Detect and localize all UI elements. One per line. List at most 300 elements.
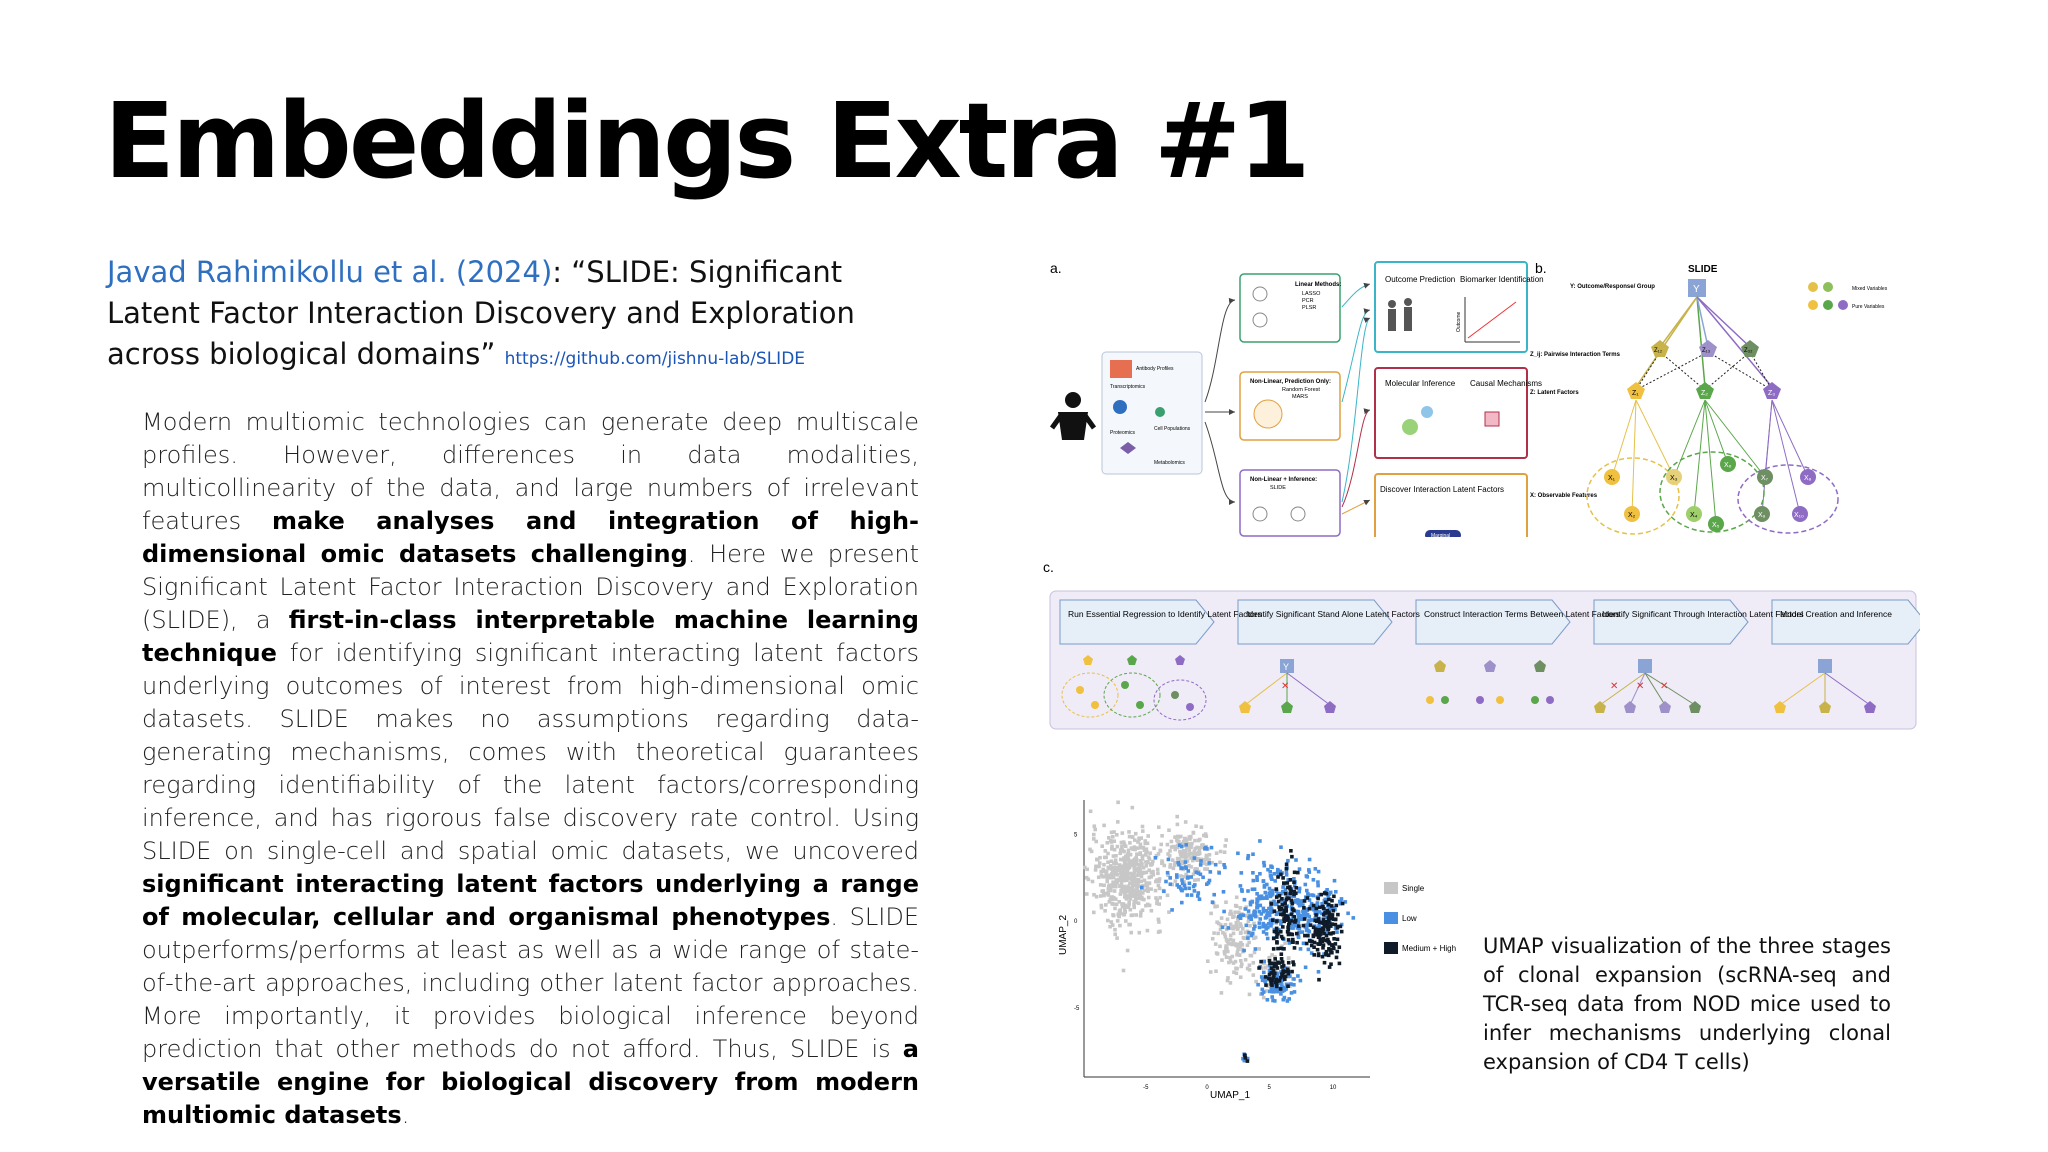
scatter-point — [1256, 983, 1260, 987]
scatter-point — [1097, 865, 1101, 869]
scatter-point — [1156, 868, 1160, 872]
scatter-point — [1234, 942, 1238, 946]
scatter-point — [1100, 904, 1104, 908]
scatter-point — [1180, 866, 1184, 870]
step-label: Identify Significant Through Interaction Latent Factors — [1602, 609, 1804, 619]
arrow — [1205, 422, 1235, 502]
scatter-point — [1147, 896, 1151, 900]
scatter-point — [1092, 911, 1096, 915]
scatter-point — [1107, 884, 1111, 888]
scatter-point — [1113, 933, 1117, 937]
scatter-point — [1125, 887, 1129, 891]
scatter-point — [1235, 953, 1239, 957]
scatter-point — [1317, 870, 1321, 874]
cell-icon — [1155, 407, 1165, 417]
arrow — [1342, 410, 1370, 507]
scatter-point — [1285, 873, 1289, 877]
scatter-point — [1250, 954, 1254, 958]
scatter-point — [1094, 865, 1098, 869]
scatter-point — [1248, 993, 1252, 997]
scatter-point — [1226, 979, 1230, 983]
scatter-point — [1252, 927, 1256, 931]
scatter-point — [1284, 892, 1288, 896]
arrow — [1342, 284, 1370, 307]
scatter-point — [1262, 925, 1266, 929]
scatter-point — [1243, 937, 1247, 941]
scatter-point — [1292, 893, 1296, 897]
scatter-point — [1316, 880, 1320, 884]
scatter-point — [1320, 929, 1324, 933]
node-label: X₈ — [1804, 475, 1812, 482]
scatter-point — [1264, 966, 1268, 970]
abstract — [142, 406, 919, 1132]
scatter-point — [1301, 930, 1305, 934]
output-box-discover — [1375, 474, 1527, 537]
scatter-point — [1336, 950, 1340, 954]
scatter-point — [1225, 955, 1229, 959]
scatter-point — [1193, 878, 1197, 882]
panel-b-label: b. — [1535, 260, 1547, 276]
scatter-point — [1266, 914, 1270, 918]
scatter-point — [1196, 894, 1200, 898]
scatter-point — [1208, 879, 1212, 883]
scatter-point — [1306, 892, 1310, 896]
scatter-point — [1196, 878, 1200, 882]
scatter-point — [1129, 862, 1133, 866]
scatter-point — [1246, 1059, 1250, 1063]
scatter-point — [1287, 938, 1291, 942]
scatter-point — [1156, 872, 1160, 876]
scatter-point — [1118, 909, 1122, 913]
scatter-point — [1228, 912, 1232, 916]
scatter-point — [1237, 911, 1241, 915]
y-label: Y: Outcome/Response/ Group — [1570, 284, 1655, 290]
scatter-point — [1167, 910, 1171, 914]
scatter-point — [1134, 897, 1138, 901]
scatter-point — [1290, 899, 1294, 903]
scatter-point — [1292, 909, 1296, 913]
scatter-point — [1264, 975, 1268, 979]
scatter-point — [1251, 888, 1255, 892]
scatter-point — [1222, 910, 1226, 914]
scatter-point — [1176, 835, 1180, 839]
scatter-point — [1116, 801, 1120, 805]
scatter-point — [1102, 863, 1106, 867]
panel-a-label: a. — [1050, 260, 1062, 276]
scatter-point — [1270, 983, 1274, 987]
scatter-point — [1287, 956, 1291, 960]
scatter-point — [1336, 938, 1340, 942]
scatter-point — [1193, 850, 1197, 854]
scatter-point — [1136, 881, 1140, 885]
scatter-point — [1154, 856, 1158, 860]
scatter-point — [1248, 963, 1252, 967]
method-title: Linear Methods: — [1295, 282, 1342, 288]
scatter-point — [1330, 951, 1334, 955]
scatter-point — [1121, 831, 1125, 835]
scatter-point — [1279, 947, 1283, 951]
scatter-point — [1240, 871, 1244, 875]
abstract-bold: first-in-class interpretable machine learning technique — [142, 606, 919, 667]
scatter-point — [1308, 858, 1312, 862]
marginal-label: Marginal — [1431, 533, 1451, 537]
node-label: Z₃₂ — [1744, 348, 1753, 354]
scatter-point — [1327, 903, 1331, 907]
scatter-point — [1212, 931, 1216, 935]
scatter-point — [1248, 924, 1252, 928]
scatter-point — [1092, 833, 1096, 837]
scatter-point — [1214, 942, 1218, 946]
method-item: MARS — [1292, 394, 1308, 400]
scatter-point — [1254, 980, 1258, 984]
scatter-point — [1183, 884, 1187, 888]
scatter-point — [1322, 918, 1326, 922]
omics-label: Metabolomics — [1154, 460, 1185, 466]
scatter-point — [1229, 960, 1233, 964]
scatter-point — [1176, 857, 1180, 861]
scatter-point — [1114, 897, 1118, 901]
scatter-point — [1113, 848, 1117, 852]
scatter-point — [1223, 850, 1227, 854]
scatter-point — [1334, 890, 1338, 894]
scatter-point — [1102, 824, 1106, 828]
scatter-point — [1274, 964, 1278, 968]
scatter-point — [1138, 931, 1142, 935]
scatter-point — [1239, 959, 1243, 963]
node-label: X₇ — [1761, 475, 1769, 482]
scatter-point — [1275, 919, 1279, 923]
step-label: Model Creation and Inference — [1780, 609, 1892, 619]
scatter-point — [1106, 891, 1110, 895]
output-label: Outcome Prediction — [1385, 275, 1456, 284]
scatter-point — [1293, 871, 1297, 875]
scatter-point — [1304, 914, 1308, 918]
scatter-point — [1189, 845, 1193, 849]
scatter-point — [1330, 943, 1334, 947]
scatter-point — [1146, 885, 1150, 889]
abstract-text: . Here we present Significant Latent Factor Interaction Discovery and Exploration (SLIDE), a — [142, 540, 919, 634]
scatter-point — [1307, 915, 1311, 919]
legend-dots — [1808, 282, 1848, 310]
scatter-point — [1214, 969, 1218, 973]
scatter-point — [1132, 861, 1136, 865]
arrow — [1342, 500, 1370, 514]
scatter-point — [1198, 852, 1202, 856]
scatter-point — [1234, 960, 1238, 964]
scatter-point — [1134, 913, 1138, 917]
scatter-point — [1270, 875, 1274, 879]
scatter-point — [1166, 843, 1170, 847]
node-label: Z₂ — [1701, 390, 1708, 397]
scatter-point — [1155, 902, 1159, 906]
scatter-point — [1110, 840, 1114, 844]
scatter-point — [1316, 884, 1320, 888]
scatter-point — [1161, 861, 1165, 865]
scatter-point — [1110, 845, 1114, 849]
scatter-point — [1099, 894, 1103, 898]
scatter-point — [1175, 815, 1179, 819]
scatter-point — [1229, 934, 1233, 938]
scatter-point — [1289, 849, 1293, 853]
scatter-point — [1265, 883, 1269, 887]
node-label: X₆ — [1724, 462, 1732, 469]
scatter-point — [1113, 907, 1117, 911]
scatter-point — [1222, 863, 1226, 867]
scatter-point — [1180, 878, 1184, 882]
scatter-point — [1302, 906, 1306, 910]
svg-text:✕: ✕ — [1636, 681, 1645, 692]
scatter-point — [1129, 897, 1133, 901]
scatter-point — [1218, 945, 1222, 949]
scatter-point — [1160, 834, 1164, 838]
legend-swatch — [1384, 942, 1398, 954]
scatter-point — [1296, 974, 1300, 978]
scatter-point — [1297, 924, 1301, 928]
scatter-point — [1221, 925, 1225, 929]
scatter-point — [1272, 937, 1276, 941]
scatter-point — [1246, 943, 1250, 947]
scatter-point — [1312, 926, 1316, 930]
scatter-point — [1286, 984, 1290, 988]
network-icon — [1485, 412, 1499, 426]
scatter-point — [1258, 897, 1262, 901]
scatter-point — [1239, 884, 1243, 888]
scatter-point — [1322, 937, 1326, 941]
scatter-point — [1106, 841, 1110, 845]
scatter-point — [1323, 961, 1327, 965]
scatter-point — [1186, 875, 1190, 879]
node-label: X₁₀ — [1794, 512, 1804, 519]
method-item: LASSO — [1302, 291, 1321, 297]
scatter-point — [1316, 948, 1320, 952]
scatter-point — [1192, 831, 1196, 835]
scatter-point — [1292, 880, 1296, 884]
scatter-point — [1281, 876, 1285, 880]
scatter-point — [1306, 896, 1310, 900]
scatter-point — [1269, 979, 1273, 983]
scatter-point — [1149, 863, 1153, 867]
scatter-point — [1300, 914, 1304, 918]
protein-icon — [1113, 400, 1127, 414]
scatter-point — [1170, 840, 1174, 844]
scatter-point — [1231, 955, 1235, 959]
scatter-point — [1316, 897, 1320, 901]
scatter-point — [1335, 930, 1339, 934]
scatter-point — [1251, 900, 1255, 904]
author-link[interactable]: Javad Rahimikollu et al. (2024) — [107, 255, 553, 289]
scatter-point — [1146, 929, 1150, 933]
scatter-point — [1154, 880, 1158, 884]
scatter-point — [1314, 867, 1318, 871]
scatter-point — [1126, 872, 1130, 876]
output-label: Causal Mechanisms — [1470, 379, 1543, 388]
scatter-point — [1157, 918, 1161, 922]
scatter-point — [1288, 885, 1292, 889]
scatter-point — [1236, 852, 1240, 856]
scatter-point — [1255, 905, 1259, 909]
scatter-point — [1133, 838, 1137, 842]
scatter-point — [1112, 854, 1116, 858]
scatter-point — [1205, 854, 1209, 858]
scatter-point — [1141, 908, 1145, 912]
panel-b-heading: SLIDE — [1688, 264, 1718, 275]
scatter-point — [1259, 960, 1263, 964]
scatter-point — [1293, 990, 1297, 994]
scatter-point — [1106, 919, 1110, 923]
scatter-point — [1217, 871, 1221, 875]
scatter-point — [1305, 942, 1309, 946]
scatter-point — [1307, 948, 1311, 952]
scatter-point — [1257, 966, 1261, 970]
scatter-point — [1298, 890, 1302, 894]
scatter-point — [1283, 901, 1287, 905]
scatter-point — [1282, 881, 1286, 885]
scatter-point — [1219, 850, 1223, 854]
umap-chart — [1050, 790, 1480, 1110]
scatter-point — [1168, 876, 1172, 880]
scatter-point — [1184, 820, 1188, 824]
scatter-point — [1261, 988, 1265, 992]
scatter-point — [1317, 970, 1321, 974]
scatter-point — [1134, 901, 1138, 905]
scatter-point — [1338, 962, 1342, 966]
scatter-point — [1123, 908, 1127, 912]
scatter-point — [1262, 861, 1266, 865]
abstract-text: . SLIDE outperforms/performs at least as well as a wide range of state-of-the-art approaches, including other latent factor approaches. More importantly, it provides biological inference beyond prediction that other methods do not afford. Thus, SLIDE is — [142, 903, 919, 1063]
scatter-point — [1120, 872, 1124, 876]
scatter-point — [1223, 844, 1227, 848]
scatter-point — [1324, 952, 1328, 956]
scatter-point — [1188, 837, 1192, 841]
scatter-point — [1299, 947, 1303, 951]
scatter-point — [1293, 920, 1297, 924]
scatter-point — [1175, 883, 1179, 887]
scatter-point — [1194, 824, 1198, 828]
scatter-point — [1166, 852, 1170, 856]
scatter-point — [1114, 870, 1118, 874]
scatter-point — [1094, 840, 1098, 844]
scatter-point — [1327, 920, 1331, 924]
scatter-point — [1335, 904, 1339, 908]
scatter-point — [1292, 877, 1296, 881]
scatter-point — [1262, 907, 1266, 911]
omics-label: Transcriptomics — [1110, 384, 1146, 390]
axis-label: Outcome — [1456, 311, 1462, 332]
scatter-point — [1169, 882, 1173, 886]
citation-separator: : — [552, 255, 572, 289]
scatter-point — [1109, 864, 1113, 868]
scatter-point — [1223, 952, 1227, 956]
scatter-point — [1278, 961, 1282, 965]
scatter-point — [1158, 877, 1162, 881]
scatter-point — [1298, 887, 1302, 891]
scatter-point — [1116, 845, 1120, 849]
scatter-point — [1273, 909, 1277, 913]
scatter-point — [1101, 889, 1105, 893]
scatter-point — [1340, 930, 1344, 934]
scatter-point — [1164, 880, 1168, 884]
scatter-point — [1282, 947, 1286, 951]
scatter-point — [1124, 919, 1128, 923]
scatter-point — [1231, 943, 1235, 947]
scatter-point — [1106, 860, 1110, 864]
scatter-point — [1213, 905, 1217, 909]
scatter-point — [1229, 923, 1233, 927]
scatter-point — [1235, 904, 1239, 908]
scatter-point — [1281, 913, 1285, 917]
scatter-point — [1308, 870, 1312, 874]
scatter-point — [1179, 874, 1183, 878]
scatter-point — [1331, 922, 1335, 926]
scatter-point — [1132, 877, 1136, 881]
scatter-point — [1258, 917, 1262, 921]
scatter-point — [1184, 887, 1188, 891]
github-link[interactable]: https://github.com/jishnu-lab/SLIDE — [504, 349, 806, 369]
scatter-point — [1292, 977, 1296, 981]
scatter-point — [1294, 886, 1298, 890]
scatter-point — [1199, 859, 1203, 863]
node-label: X₅ — [1712, 522, 1720, 529]
scatter-point — [1115, 936, 1119, 940]
scatter-point — [1242, 949, 1246, 953]
y-node — [1638, 659, 1652, 673]
scatter-point — [1149, 875, 1153, 879]
x-nodes — [1604, 456, 1816, 532]
scatter-point — [1180, 845, 1184, 849]
scatter-point — [1166, 871, 1170, 875]
scatter-point — [1289, 878, 1293, 882]
scatter-point — [1118, 924, 1122, 928]
x-tick-label: 5 — [1267, 1085, 1271, 1091]
scatter-point — [1116, 919, 1120, 923]
scatter-point — [1130, 914, 1134, 918]
scatter-point — [1280, 935, 1284, 939]
scatter-point — [1117, 879, 1121, 883]
scatter-point — [1312, 878, 1316, 882]
scatter-point — [1309, 939, 1313, 943]
scatter-point — [1317, 935, 1321, 939]
scatter-point — [1238, 942, 1242, 946]
scatter-point — [1287, 928, 1291, 932]
scatter-point — [1292, 983, 1296, 987]
scatter-point — [1120, 847, 1124, 851]
scatter-point — [1225, 946, 1229, 950]
scatter-point — [1187, 887, 1191, 891]
scatter-point — [1158, 896, 1162, 900]
scatter-point — [1167, 858, 1171, 862]
scatter-point — [1269, 864, 1273, 868]
scatter-point — [1260, 975, 1264, 979]
scatter-point — [1325, 892, 1329, 896]
node-label: X₂ — [1628, 512, 1636, 519]
node-label: X₁ — [1608, 475, 1616, 482]
scatter-point — [1258, 839, 1262, 843]
scatter-point — [1188, 882, 1192, 886]
scatter-point — [1201, 876, 1205, 880]
zij-label: Z_ij: Pairwise Interaction Terms — [1530, 352, 1620, 358]
scatter-point — [1103, 856, 1107, 860]
scatter-point — [1232, 970, 1236, 974]
scatter-point — [1119, 892, 1123, 896]
scatter-point — [1262, 996, 1266, 1000]
scatter-point — [1290, 855, 1294, 859]
slide-title: Embeddings Extra #1 — [104, 80, 1308, 202]
scatter-point — [1159, 843, 1163, 847]
step-label: Run Essential Regression to Identify Latent Factors — [1068, 609, 1262, 619]
scatter-point — [1127, 905, 1131, 909]
scatter-point — [1303, 934, 1307, 938]
scatter-point — [1176, 823, 1180, 827]
